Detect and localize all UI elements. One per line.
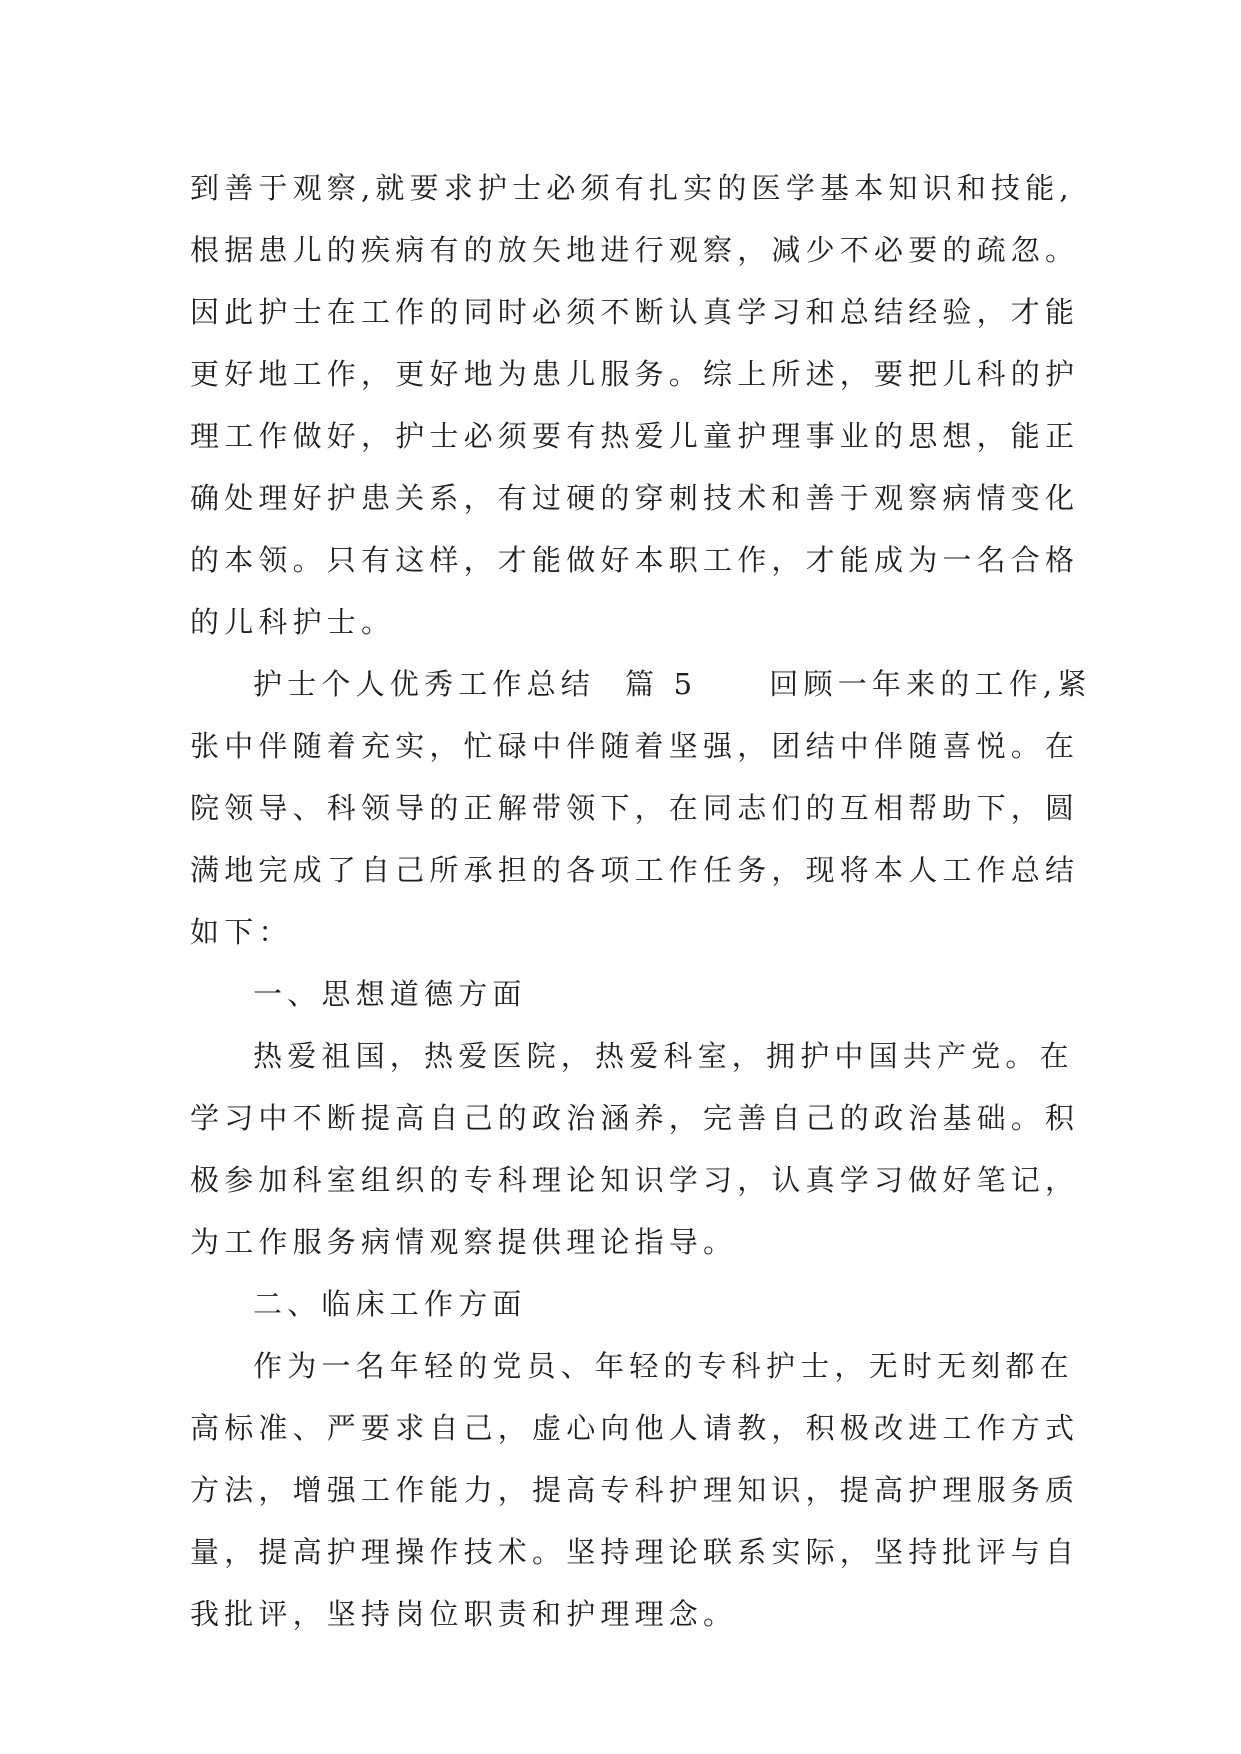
text-line: 根据患儿的疾病有的放矢地进行观察，减少不必要的疏忽。 — [190, 233, 1080, 267]
text-line: 的本领。只有这样，才能做好本职工作，才能成为一名合格 — [190, 543, 1080, 577]
text-line: 的儿科护士。 — [190, 605, 396, 639]
text-line: 因此护士在工作的同时必须不断认真学习和总结经验，才能 — [190, 295, 1080, 329]
text-line: 方法，增强工作能力，提高专科护理知识，提高护理服务质 — [190, 1473, 1080, 1507]
section-part-number: 篇 5 — [625, 667, 698, 701]
text-line: 为工作服务病情观察提供理论指导。 — [190, 1225, 738, 1259]
text-line: 极参加科室组织的专科理论知识学习，认真学习做好笔记， — [190, 1163, 1080, 1197]
subsection-heading: 一、思想道德方面 — [253, 977, 527, 1011]
text-line: 理工作做好，护士必须要有热爱儿童护理事业的思想，能正 — [190, 419, 1080, 453]
text-line: 到善于观察,就要求护士必须有扎实的医学基本知识和技能, — [190, 171, 1074, 205]
text-line: 量，提高护理操作技术。坚持理论联系实际，坚持批评与自 — [190, 1535, 1080, 1569]
subsection-heading: 二、临床工作方面 — [253, 1287, 527, 1321]
text-line: 高标准、严要求自己，虚心向他人请教，积极改进工作方式 — [190, 1411, 1080, 1445]
text-line: 作为一名年轻的党员、年轻的专科护士，无时无刻都在 — [253, 1349, 1074, 1383]
text-line: 院领导、科领导的正解带领下，在同志们的互相帮助下，圆 — [190, 791, 1080, 825]
text-line: 张中伴随着充实，忙碌中伴随着坚强，团结中伴随喜悦。在 — [190, 729, 1080, 763]
text-line: 热爱祖国，热爱医院，热爱科室，拥护中国共产党。在 — [253, 1039, 1074, 1073]
text-line: 学习中不断提高自己的政治涵养，完善自己的政治基础。积 — [190, 1101, 1080, 1135]
text-line: 我批评，坚持岗位职责和护理理念。 — [190, 1597, 738, 1631]
section-title: 护士个人优秀工作总结 — [253, 667, 596, 701]
text-line: 满地完成了自己所承担的各项工作任务，现将本人工作总结 — [190, 853, 1080, 887]
text-line: 如下： — [190, 915, 293, 949]
section-intro-text: 回顾一年来的工作,紧 — [769, 667, 1092, 701]
text-line: 更好地工作，更好地为患儿服务。综上所述，要把儿科的护 — [190, 357, 1080, 391]
document-body — [190, 157, 1090, 1645]
section-heading-line — [190, 653, 1090, 715]
text-line: 确处理好护患关系，有过硬的穿刺技术和善于观察病情变化 — [190, 481, 1080, 515]
